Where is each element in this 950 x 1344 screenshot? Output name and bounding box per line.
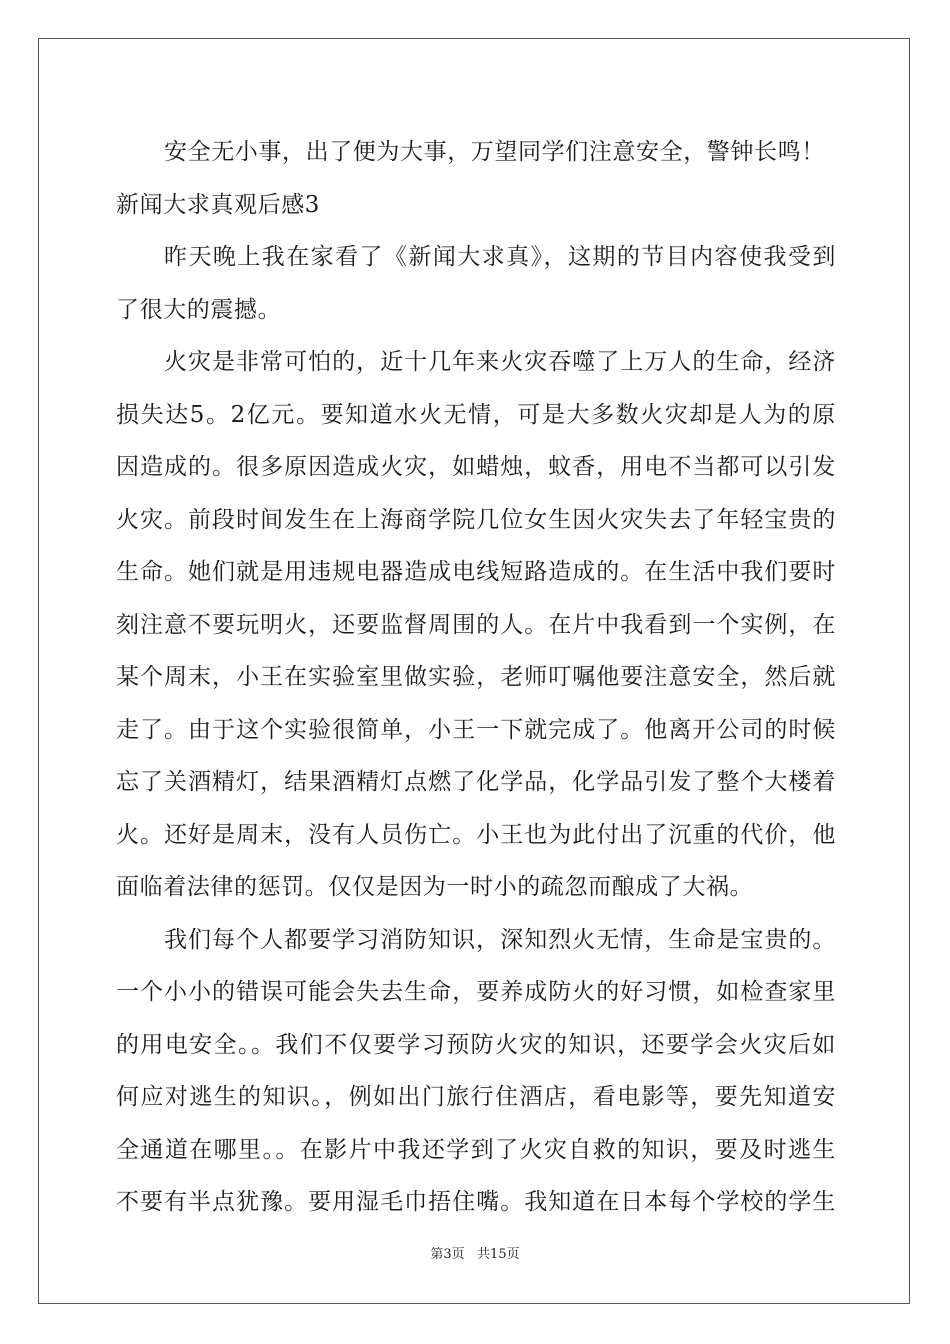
body-line: 忘了关酒精灯，结果酒精灯点燃了化学品，化学品引发了整个大楼着 xyxy=(116,769,836,795)
body-line: 我们每个人都要学习消防知识，深知烈火无情，生命是宝贵的。 xyxy=(164,926,836,953)
body-line: 昨天晚上我在家看了《新闻大求真》，这期的节目内容使我受到 xyxy=(164,244,836,270)
body-line: 了很大的震撼。 xyxy=(116,296,282,323)
body-line: 安全无小事，出了便为大事，万望同学们注意安全，警钟长鸣！ xyxy=(164,139,825,165)
section-title: 新闻大求真观后感3 xyxy=(116,191,321,218)
body-line: 不要有半点犹豫。要用湿毛巾捂住嘴。我知道在日本每个学校的学生 xyxy=(116,1189,836,1215)
body-line: 何应对逃生的知识。，例如出门旅行住酒店，看电影等，要先知道安 xyxy=(116,1084,836,1110)
body-line: 全通道在哪里。。在影片中我还学到了火灾自救的知识，要及时逃生 xyxy=(116,1136,836,1163)
body-line: 面临着法律的惩罚。仅仅是因为一时小的疏忽而酿成了大祸。 xyxy=(116,874,754,900)
body-line: 生命。她们就是用违规电器造成电线短路造成的。在生活中我们要时 xyxy=(116,559,836,585)
document-body xyxy=(116,126,836,1229)
body-line: 因造成的。很多原因造成火灾，如蜡烛，蚊香，用电不当都可以引发 xyxy=(116,454,836,480)
body-line: 损失达5。2亿元。要知道水火无情，可是大多数火灾却是人为的原 xyxy=(116,401,836,428)
body-line: 刻注意不要玩明火，还要监督周围的人。在片中我看到一个实例，在 xyxy=(116,611,836,638)
body-line: 火灾。前段时间发生在上海商学院几位女生因火灾失去了年轻宝贵的 xyxy=(116,506,836,533)
body-line: 的用电安全。。我们不仅要学习预防火灾的知识，还要学会火灾后如 xyxy=(116,1031,836,1058)
body-line: 走了。由于这个实验很简单，小王一下就完成了。他离开公司的时候 xyxy=(116,716,836,743)
body-line: 一个小小的错误可能会失去生命，要养成防火的好习惯，如检查家里 xyxy=(116,979,836,1005)
body-line: 某个周末，小王在实验室里做实验，老师叮嘱他要注意安全，然后就 xyxy=(116,664,836,690)
body-line: 火。还好是周末，没有人员伤亡。小王也为此付出了沉重的代价，他 xyxy=(116,821,836,848)
body-line: 火灾是非常可怕的，近十几年来火灾吞噬了上万人的生命，经济 xyxy=(164,349,836,375)
page-footer: 第3页 共15页 xyxy=(430,1247,520,1262)
